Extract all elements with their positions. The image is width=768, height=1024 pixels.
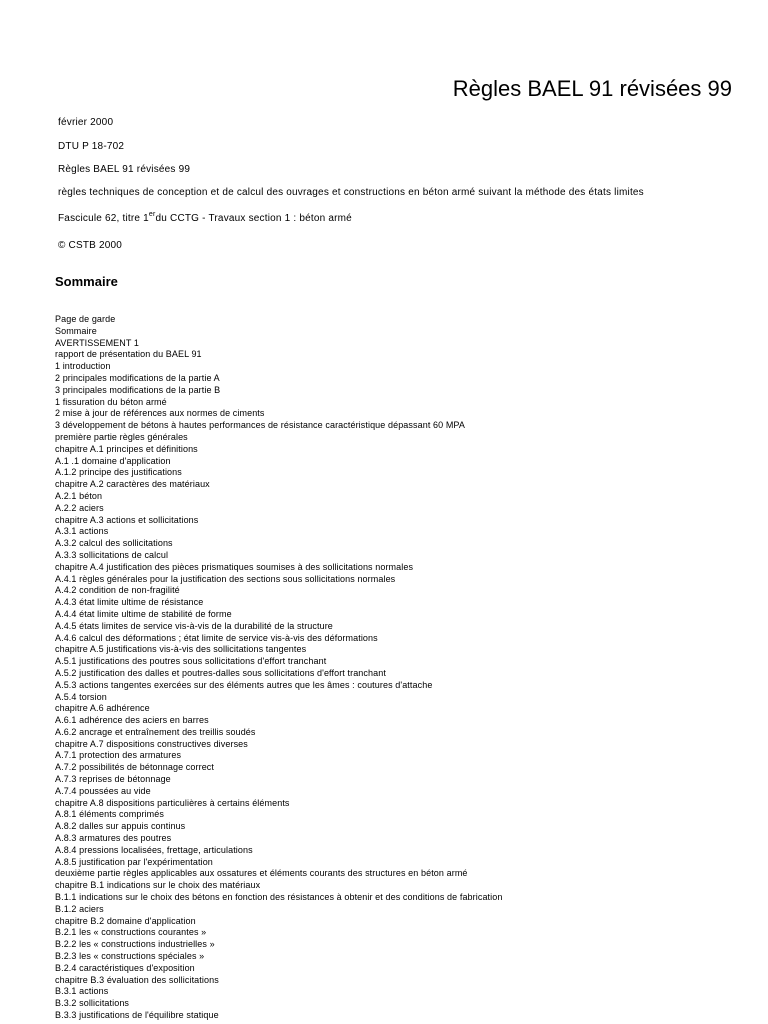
table-of-contents [55,314,502,1022]
toc-item[interactable]: A.7.1 protection des armatures [55,750,182,761]
toc-item[interactable]: chapitre B.2 domaine d'application [55,915,196,926]
toc-item[interactable]: A.7.2 possibilités de bétonnage correct [55,762,214,773]
toc-item[interactable]: Sommaire [55,325,97,336]
document-subtitle: Règles BAEL 91 révisées 99 [58,164,191,175]
toc-item[interactable]: B.3.2 sollicitations [55,998,130,1009]
toc-item[interactable]: B.3.3 justifications de l'équilibre statique [55,1010,219,1021]
toc-item[interactable]: A.5.1 justifications des poutres sous sollicitations d'effort tranchant [55,656,327,667]
toc-item[interactable]: A.8.3 armatures des poutres [55,833,172,844]
toc-item[interactable]: A.6.1 adhérence des aciers en barres [55,715,209,726]
document-description: règles techniques de conception et de calcul des ouvrages et constructions en béton armé suivant la méthode des états limites [58,187,644,198]
toc-item[interactable]: A.7.3 reprises de bétonnage [55,774,171,785]
fascicule-prefix: Fascicule 62, titre 1 [58,213,149,224]
toc-item[interactable]: A.4.3 état limite ultime de résistance [55,597,204,608]
toc-item[interactable]: A.5.4 torsion [55,691,107,702]
toc-item[interactable]: A.4.6 calcul des déformations ; état limite de service vis-à-vis des déformations [55,632,378,643]
toc-item[interactable]: rapport de présentation du BAEL 91 [55,349,202,360]
toc-item[interactable]: A.3.1 actions [55,526,109,537]
toc-item[interactable]: B.2.4 caractéristiques d'exposition [55,962,195,973]
toc-item[interactable]: chapitre A.1 principes et définitions [55,443,198,454]
toc-item[interactable]: A.4.5 états limites de service vis-à-vis de la durabilité de la structure [55,620,333,631]
toc-item[interactable]: A.6.2 ancrage et entraînement des treillis soudés [55,726,256,737]
sommaire-heading: Sommaire [55,274,118,289]
toc-item[interactable]: chapitre A.4 justification des pièces prismatiques soumises à des sollicitations normales [55,561,414,572]
toc-item[interactable]: 2 principales modifications de la partie A [55,372,220,383]
toc-item[interactable]: B.2.1 les « constructions courantes » [55,927,207,938]
toc-item[interactable]: B.1.1 indications sur le choix des bétons en fonction des résistances à obtenir et des conditions de fabrication [55,892,503,903]
toc-item[interactable]: deuxième partie règles applicables aux ossatures et éléments courants des structures en béton armé [55,868,468,879]
toc-item[interactable]: A.2.2 aciers [55,502,104,513]
toc-item[interactable]: A.8.1 éléments comprimés [55,809,164,820]
toc-item[interactable]: chapitre A.2 caractères des matériaux [55,479,210,490]
toc-item[interactable]: A.4.2 condition de non-fragilité [55,585,180,596]
toc-item[interactable]: A.3.3 sollicitations de calcul [55,549,169,560]
toc-item[interactable]: 2 mise à jour de références aux normes de ciments [55,408,265,419]
toc-item[interactable]: A.4.1 règles générales pour la justification des sections sous sollicitations normales [55,573,396,584]
toc-item[interactable]: 1 fissuration du béton armé [55,396,167,407]
document-fascicule [58,213,352,224]
document-reference: DTU P 18-702 [58,141,125,152]
toc-item[interactable]: AVERTISSEMENT 1 [55,337,140,348]
document-date: février 2000 [58,117,114,128]
toc-item[interactable]: A.8.5 justification par l'expérimentation [55,856,213,867]
toc-item[interactable]: A.1 .1 domaine d'application [55,455,171,466]
toc-item[interactable]: A.2.1 béton [55,490,103,501]
toc-item[interactable]: chapitre A.3 actions et sollicitations [55,514,199,525]
toc-item[interactable]: B.3.1 actions [55,986,109,997]
toc-item[interactable]: première partie règles générales [55,431,188,442]
toc-item[interactable]: chapitre A.7 dispositions constructives diverses [55,738,248,749]
toc-item[interactable]: A.7.4 poussées au vide [55,785,151,796]
toc-item[interactable]: 3 principales modifications de la partie B [55,384,221,395]
toc-item[interactable]: 3 développement de bétons à hautes performances de résistance caractéristique dépassant 60 MPA [55,420,465,431]
toc-item[interactable]: Page de garde [55,314,116,324]
toc-item[interactable]: 1 introduction [55,361,111,372]
toc-item[interactable]: A.5.2 justification des dalles et poutres-dalles sous sollicitations d'effort tranchant [55,667,386,678]
fascicule-suffix: du CCTG - Travaux section 1 : béton armé [155,213,352,224]
toc-item[interactable]: A.3.2 calcul des sollicitations [55,538,173,549]
toc-item[interactable]: A.1.2 principe des justifications [55,467,182,478]
toc-item[interactable]: chapitre A.8 dispositions particulières à certains éléments [55,797,290,808]
toc-item[interactable]: B.2.2 les « constructions industrielles » [55,939,215,950]
fascicule-superscript: er [148,211,156,218]
toc-item[interactable]: A.5.3 actions tangentes exercées sur des éléments autres que les âmes : coutures d'attache [55,679,433,690]
toc-item[interactable]: A.4.4 état limite ultime de stabilité de forme [55,608,232,619]
document-title: Règles BAEL 91 révisées 99 [452,76,732,101]
toc-item[interactable]: chapitre A.6 adhérence [55,703,150,714]
toc-item[interactable]: A.8.4 pressions localisées, frettage, articulations [55,844,253,855]
toc-item[interactable]: B.2.3 les « constructions spéciales » [55,951,205,962]
toc-item[interactable]: chapitre A.5 justifications vis-à-vis des sollicitations tangentes [55,644,307,655]
copyright-notice: © CSTB 2000 [58,240,123,251]
toc-item[interactable]: B.1.2 aciers [55,903,104,914]
toc-item[interactable]: chapitre B.1 indications sur le choix des matériaux [55,880,261,891]
toc-item[interactable]: chapitre B.3 évaluation des sollicitations [55,974,219,985]
toc-item[interactable]: A.8.2 dalles sur appuis continus [55,821,186,832]
